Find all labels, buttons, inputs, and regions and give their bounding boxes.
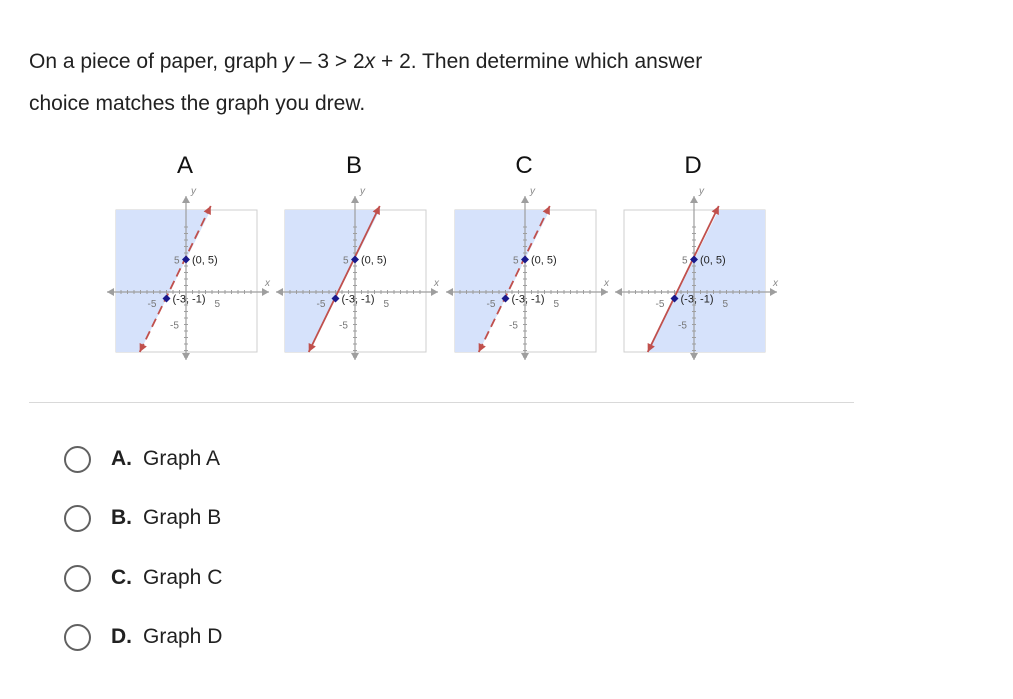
x-tick-label: 5	[383, 299, 390, 310]
graph-b-plot	[264, 182, 444, 368]
y-axis-arrow-up	[690, 196, 698, 203]
radio-c[interactable]	[64, 565, 91, 592]
graph-d-plot	[603, 182, 783, 368]
point-label: (-3, -1)	[341, 293, 375, 306]
question-line-2: choice matches the graph you drew.	[29, 92, 366, 115]
y-tick-label: 5	[174, 255, 180, 267]
x-axis-arrow-left	[615, 288, 622, 296]
graph-d	[603, 152, 783, 368]
choice-c[interactable]	[64, 561, 222, 595]
x-axis-label: x	[604, 278, 609, 289]
y-tick-label: 5	[682, 255, 688, 267]
graph-label: B	[345, 152, 362, 179]
y-axis-label: y	[360, 186, 365, 197]
choice-text: Graph C	[143, 566, 223, 589]
choice-b[interactable]	[64, 501, 221, 535]
choice-text: Graph A	[143, 447, 221, 470]
y-tick-label: 5	[513, 255, 519, 267]
choice-d[interactable]	[64, 620, 222, 654]
point-label: (0, 5)	[531, 254, 557, 267]
point-label: (-3, -1)	[511, 293, 545, 306]
y-axis-arrow-up	[521, 196, 529, 203]
radio-a[interactable]	[64, 446, 91, 473]
choice-letter: B.	[111, 506, 132, 529]
y-tick-label: 5	[343, 255, 349, 267]
graph-c-plot	[434, 182, 614, 368]
x-tick-label: -5	[316, 299, 326, 310]
x-tick-label: -5	[147, 299, 157, 310]
x-tick-label: -5	[486, 299, 496, 310]
choice-text: Graph D	[143, 625, 223, 648]
x-tick-label: 5	[722, 299, 729, 310]
divider	[29, 402, 854, 403]
x-tick-label: -5	[655, 299, 665, 310]
x-tick-label: 5	[553, 299, 560, 310]
x-axis-arrow-left	[276, 288, 283, 296]
choice-letter: D.	[111, 625, 132, 648]
graph-a	[95, 152, 275, 368]
x-axis-arrow-right	[770, 288, 777, 296]
y-axis-label: y	[530, 186, 535, 197]
choice-text: Graph B	[143, 506, 222, 529]
question-text	[29, 41, 829, 125]
variable-y: y	[283, 50, 295, 73]
x-axis-label: x	[434, 278, 439, 289]
graph-a-plot	[95, 182, 275, 368]
point-label: (0, 5)	[192, 254, 218, 267]
graph-c	[434, 152, 614, 368]
x-axis-arrow-left	[107, 288, 114, 296]
point-label: (0, 5)	[700, 254, 726, 267]
y-tick-label: -5	[170, 320, 179, 332]
x-axis-label: x	[773, 278, 778, 289]
x-axis-arrow-left	[446, 288, 453, 296]
x-tick-label: 5	[214, 299, 221, 310]
y-axis-arrow-up	[182, 196, 190, 203]
choice-letter: C.	[111, 566, 132, 589]
y-axis-label: y	[699, 186, 704, 197]
y-axis-arrow-up	[351, 196, 359, 203]
graph-label: A	[176, 152, 193, 179]
choice-a[interactable]	[64, 442, 220, 476]
point-label: (-3, -1)	[172, 293, 206, 306]
point-label: (0, 5)	[361, 254, 387, 267]
variable-x: x	[364, 50, 376, 73]
graph-label: D	[684, 152, 702, 179]
radio-d[interactable]	[64, 624, 91, 651]
radio-b[interactable]	[64, 505, 91, 532]
graph-label: C	[515, 152, 533, 179]
question-line-1: On a piece of paper, graph y – 3 > 2x + 2. Then determine which answer	[29, 50, 703, 73]
point-label: (-3, -1)	[680, 293, 714, 306]
y-tick-label: -5	[678, 320, 687, 332]
y-tick-label: -5	[339, 320, 348, 332]
x-axis-label: x	[265, 278, 270, 289]
graph-b	[264, 152, 444, 368]
choice-letter: A.	[111, 447, 132, 470]
y-tick-label: -5	[509, 320, 518, 332]
y-axis-label: y	[191, 186, 196, 197]
